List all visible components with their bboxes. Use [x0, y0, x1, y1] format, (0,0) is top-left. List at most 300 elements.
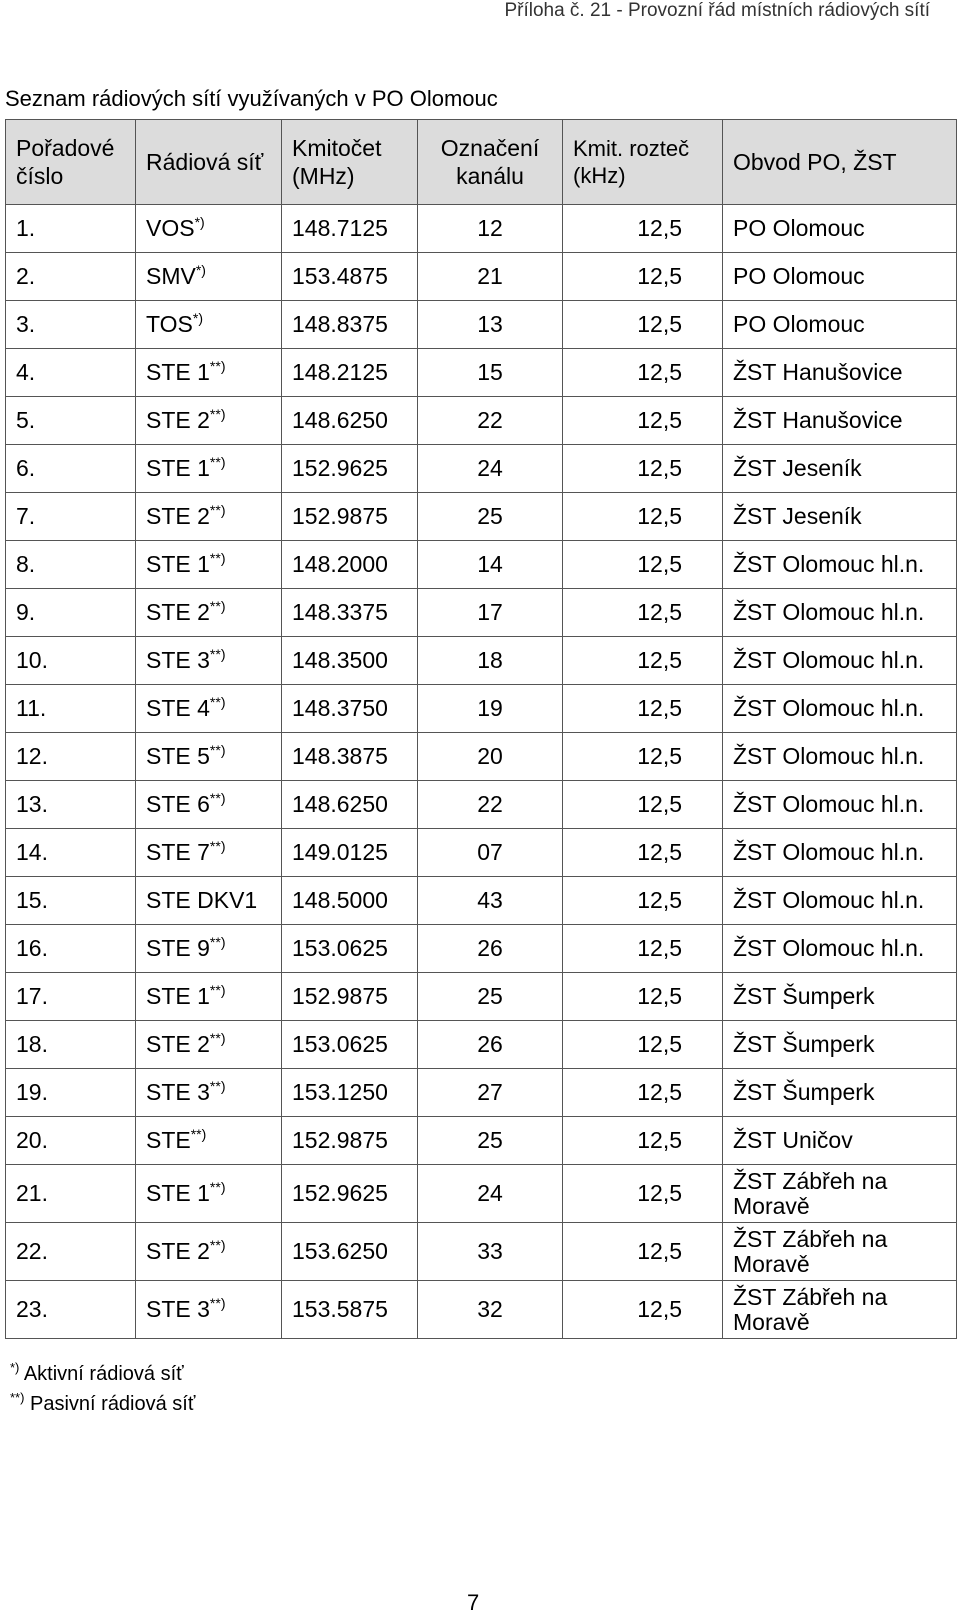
table-header-row: [6, 120, 957, 205]
document-title: Seznam rádiových sítí využívaných v PO Olomouc: [5, 86, 498, 111]
table-row: [6, 781, 957, 829]
cell-number-text: 3.: [16, 311, 36, 337]
cell-channel: [418, 589, 563, 637]
cell-frequency-text: 153.4875: [292, 263, 388, 289]
cell-number-text: 15.: [16, 887, 48, 913]
cell-channel-text: 20: [477, 743, 503, 769]
cell-number-text: 16.: [16, 935, 48, 961]
cell-area-text: ŽST Olomouc hl.n.: [733, 551, 925, 577]
cell-frequency-text: 148.3375: [292, 599, 388, 625]
cell-spacing: [563, 1281, 723, 1339]
cell-channel: [418, 205, 563, 253]
cell-network-text: STE DKV1: [146, 887, 258, 913]
cell-area-text: ŽST Uničov: [733, 1127, 853, 1153]
cell-number-text: 21.: [16, 1180, 48, 1206]
cell-number: [6, 301, 136, 349]
cell-spacing-text: 12,5: [637, 311, 682, 337]
cell-area-text: ŽST Olomouc hl.n.: [733, 743, 925, 769]
footnote-mark: **): [209, 742, 226, 758]
cell-area: [723, 733, 957, 781]
cell-frequency-text: 152.9875: [292, 983, 388, 1009]
cell-spacing: [563, 877, 723, 925]
cell-frequency-text: 148.5000: [292, 887, 388, 913]
cell-network: [136, 733, 282, 781]
cell-area-text: ŽST Hanušovice: [733, 407, 903, 433]
cell-area-text: ŽST Šumperk: [733, 983, 875, 1009]
cell-number-text: 13.: [16, 791, 48, 817]
cell-area-text: ŽST Olomouc hl.n.: [733, 647, 925, 673]
cell-area: [723, 1117, 957, 1165]
footnote-mark: **): [209, 982, 226, 998]
cell-network: [136, 1165, 282, 1223]
cell-number-text: 11.: [16, 695, 47, 721]
cell-channel: [418, 1223, 563, 1281]
footnote-mark: **): [209, 502, 226, 518]
cell-frequency: [282, 829, 418, 877]
cell-frequency-text: 148.6250: [292, 407, 388, 433]
cell-frequency: [282, 301, 418, 349]
cell-channel: [418, 1021, 563, 1069]
table-row: [6, 205, 957, 253]
table-row: [6, 349, 957, 397]
cell-spacing-text: 12,5: [637, 215, 682, 241]
radio-network-table: [5, 119, 957, 1339]
cell-network: [136, 205, 282, 253]
cell-spacing-text: 12,5: [637, 1127, 682, 1153]
cell-frequency: [282, 1021, 418, 1069]
table-row: [6, 301, 957, 349]
cell-area: [723, 1165, 957, 1223]
cell-number: [6, 685, 136, 733]
cell-channel-text: 13: [477, 311, 503, 337]
footnote-mark: **): [209, 1030, 226, 1046]
cell-spacing: [563, 685, 723, 733]
cell-spacing-text: 12,5: [637, 743, 682, 769]
table-row: [6, 589, 957, 637]
cell-frequency: [282, 493, 418, 541]
col-header-network: Rádiová síť: [136, 120, 282, 205]
cell-spacing: [563, 301, 723, 349]
cell-network: [136, 781, 282, 829]
footnotes: [10, 1359, 195, 1419]
footnote-mark: **): [209, 934, 226, 950]
cell-area-text: ŽST Olomouc hl.n.: [733, 887, 925, 913]
cell-frequency: [282, 349, 418, 397]
table-row: [6, 973, 957, 1021]
cell-frequency-text: 148.3750: [292, 695, 388, 721]
cell-area: [723, 1069, 957, 1117]
cell-spacing-text: 12,5: [637, 407, 682, 433]
cell-channel: [418, 877, 563, 925]
cell-frequency-text: 152.9875: [292, 1127, 388, 1153]
cell-frequency-text: 148.3500: [292, 647, 388, 673]
footnote-mark: **): [209, 1295, 226, 1311]
cell-area: [723, 973, 957, 1021]
cell-spacing-text: 12,5: [637, 1031, 682, 1057]
cell-network: [136, 1223, 282, 1281]
cell-spacing-text: 12,5: [637, 935, 682, 961]
cell-frequency-text: 153.0625: [292, 1031, 388, 1057]
footnote-mark: **): [209, 454, 226, 470]
cell-number: [6, 1069, 136, 1117]
cell-network: [136, 397, 282, 445]
cell-spacing: [563, 1223, 723, 1281]
cell-number: [6, 397, 136, 445]
cell-spacing-text: 12,5: [637, 647, 682, 673]
cell-network-text: STE 4: [146, 695, 210, 721]
cell-spacing: [563, 445, 723, 493]
footnote-mark: **): [209, 598, 226, 614]
table-row: [6, 1281, 957, 1339]
cell-area: [723, 1223, 957, 1281]
cell-number-text: 5.: [16, 407, 36, 433]
cell-network: [136, 1281, 282, 1339]
footnote-active: [10, 1359, 195, 1389]
col-header-number: Pořadové číslo: [6, 120, 136, 205]
cell-number: [6, 1165, 136, 1223]
footnote-mark: **): [209, 406, 226, 422]
cell-number: [6, 493, 136, 541]
cell-number-text: 18.: [16, 1031, 48, 1057]
cell-frequency: [282, 1223, 418, 1281]
cell-frequency-text: 153.6250: [292, 1238, 388, 1264]
cell-channel-text: 33: [477, 1238, 503, 1264]
cell-channel-text: 22: [477, 791, 503, 817]
cell-channel-text: 25: [477, 983, 503, 1009]
cell-frequency-text: 148.2125: [292, 359, 388, 385]
cell-frequency-text: 153.1250: [292, 1079, 388, 1105]
cell-area: [723, 685, 957, 733]
cell-channel: [418, 1281, 563, 1339]
cell-frequency: [282, 541, 418, 589]
footnote-mark: **): [209, 1179, 226, 1195]
cell-area: [723, 541, 957, 589]
page-number: 7: [467, 1590, 480, 1615]
cell-frequency: [282, 1281, 418, 1339]
cell-spacing-text: 12,5: [637, 1079, 682, 1105]
cell-number: [6, 1021, 136, 1069]
cell-channel: [418, 301, 563, 349]
cell-network: [136, 829, 282, 877]
col-header-area: Obvod PO, ŽST: [723, 120, 957, 205]
cell-spacing-text: 12,5: [637, 599, 682, 625]
cell-network: [136, 349, 282, 397]
cell-network: [136, 877, 282, 925]
cell-number: [6, 781, 136, 829]
cell-number-text: 2.: [16, 263, 36, 289]
page-header: Příloha č. 21 - Provozní řád místních rádiových sítí: [504, 0, 930, 21]
table-row: [6, 253, 957, 301]
footnote-mark: *): [194, 214, 205, 230]
cell-spacing: [563, 589, 723, 637]
cell-spacing-text: 12,5: [637, 263, 682, 289]
footnote-mark: **): [209, 646, 226, 662]
cell-area-text: ŽST Hanušovice: [733, 359, 903, 385]
col-header-spacing: Kmit. rozteč (kHz): [563, 120, 723, 205]
cell-frequency-text: 148.3875: [292, 743, 388, 769]
cell-spacing-text: 12,5: [637, 359, 682, 385]
col-header-frequency: Kmitočet (MHz): [282, 120, 418, 205]
cell-area-text: ŽST Jeseník: [733, 503, 862, 529]
cell-area: [723, 397, 957, 445]
cell-network: [136, 541, 282, 589]
cell-spacing: [563, 541, 723, 589]
cell-network-text: VOS: [146, 215, 195, 241]
cell-number-text: 23.: [16, 1296, 48, 1322]
cell-channel: [418, 637, 563, 685]
cell-frequency: [282, 925, 418, 973]
cell-channel-text: 19: [477, 695, 503, 721]
table-row: [6, 1021, 957, 1069]
cell-number-text: 4.: [16, 359, 36, 385]
table-row: [6, 685, 957, 733]
cell-network: [136, 445, 282, 493]
cell-frequency: [282, 781, 418, 829]
table-body: [6, 205, 957, 1339]
cell-spacing-text: 12,5: [637, 1180, 682, 1206]
footnote-mark: **): [209, 358, 226, 374]
cell-area-text: ŽST Šumperk: [733, 1079, 875, 1105]
footnote-mark: **): [10, 1390, 25, 1405]
cell-channel-text: 26: [477, 935, 503, 961]
cell-channel: [418, 829, 563, 877]
cell-spacing-text: 12,5: [637, 503, 682, 529]
cell-area-text: PO Olomouc: [733, 311, 865, 337]
cell-frequency-text: 148.6250: [292, 791, 388, 817]
cell-network-text: STE 2: [146, 599, 210, 625]
cell-number-text: 14.: [16, 839, 48, 865]
cell-frequency: [282, 445, 418, 493]
cell-network: [136, 925, 282, 973]
cell-network-text: STE 3: [146, 1079, 210, 1105]
cell-number-text: 10.: [16, 647, 48, 673]
cell-frequency-text: 152.9875: [292, 503, 388, 529]
cell-channel-text: 25: [477, 1127, 503, 1153]
cell-channel: [418, 973, 563, 1021]
cell-area-text: PO Olomouc: [733, 215, 865, 241]
cell-network-text: STE 3: [146, 647, 210, 673]
cell-network: [136, 637, 282, 685]
cell-number: [6, 877, 136, 925]
cell-channel: [418, 733, 563, 781]
cell-frequency: [282, 1165, 418, 1223]
cell-network-text: STE 7: [146, 839, 210, 865]
footnote-mark: *): [195, 262, 206, 278]
cell-area-text: ŽST Olomouc hl.n.: [733, 695, 925, 721]
cell-number-text: 20.: [16, 1127, 48, 1153]
cell-network-text: STE 3: [146, 1296, 210, 1322]
cell-area: [723, 925, 957, 973]
cell-area: [723, 829, 957, 877]
cell-frequency: [282, 589, 418, 637]
table-row: [6, 733, 957, 781]
cell-frequency: [282, 685, 418, 733]
footnote-mark: *): [10, 1360, 20, 1375]
cell-spacing-text: 12,5: [637, 887, 682, 913]
cell-number: [6, 205, 136, 253]
footnote-mark: *): [192, 310, 203, 326]
cell-number: [6, 733, 136, 781]
cell-area-text: ŽST Olomouc hl.n.: [733, 599, 925, 625]
cell-area-text: ŽST Olomouc hl.n.: [733, 791, 925, 817]
cell-spacing: [563, 1117, 723, 1165]
cell-network-text: SMV: [146, 263, 196, 289]
cell-area: [723, 589, 957, 637]
cell-channel: [418, 925, 563, 973]
cell-channel-text: 25: [477, 503, 503, 529]
cell-spacing-text: 12,5: [637, 1238, 682, 1264]
cell-spacing-text: 12,5: [637, 695, 682, 721]
cell-frequency-text: 153.5875: [292, 1296, 388, 1322]
cell-number-text: 7.: [16, 503, 36, 529]
footnote-mark: **): [209, 1237, 226, 1253]
cell-channel: [418, 1117, 563, 1165]
cell-area: [723, 349, 957, 397]
table-row: [6, 829, 957, 877]
cell-area: [723, 301, 957, 349]
cell-network: [136, 1117, 282, 1165]
cell-number: [6, 925, 136, 973]
cell-area: [723, 205, 957, 253]
footnote-mark: **): [209, 694, 226, 710]
cell-channel-text: 43: [477, 887, 503, 913]
cell-channel: [418, 781, 563, 829]
cell-area-text: ŽST Zábřeh na Moravě: [733, 1283, 888, 1335]
cell-frequency: [282, 1117, 418, 1165]
cell-spacing: [563, 493, 723, 541]
cell-area: [723, 1021, 957, 1069]
table-row: [6, 493, 957, 541]
cell-number: [6, 1223, 136, 1281]
footnote-mark: **): [190, 1126, 207, 1142]
cell-network-text: STE 2: [146, 503, 210, 529]
table-row: [6, 541, 957, 589]
cell-network-text: STE 9: [146, 935, 210, 961]
cell-network: [136, 1069, 282, 1117]
cell-network-text: STE 2: [146, 1031, 210, 1057]
cell-spacing: [563, 205, 723, 253]
cell-area-text: ŽST Jeseník: [733, 455, 862, 481]
cell-channel-text: 26: [477, 1031, 503, 1057]
cell-frequency: [282, 253, 418, 301]
col-header-channel: Označení kanálu: [418, 120, 563, 205]
cell-area: [723, 445, 957, 493]
cell-area: [723, 493, 957, 541]
table-row: [6, 925, 957, 973]
cell-area-text: ŽST Šumperk: [733, 1031, 875, 1057]
cell-channel-text: 17: [477, 599, 503, 625]
cell-channel-text: 22: [477, 407, 503, 433]
table-row: [6, 397, 957, 445]
cell-area-text: PO Olomouc: [733, 263, 865, 289]
cell-channel: [418, 685, 563, 733]
cell-frequency-text: 148.7125: [292, 215, 388, 241]
cell-area-text: ŽST Olomouc hl.n.: [733, 839, 925, 865]
cell-network-text: STE 6: [146, 791, 210, 817]
cell-channel-text: 24: [477, 1180, 503, 1206]
footnote-mark: **): [209, 1078, 226, 1094]
cell-spacing: [563, 1165, 723, 1223]
cell-area: [723, 877, 957, 925]
cell-network: [136, 493, 282, 541]
cell-number: [6, 349, 136, 397]
cell-spacing: [563, 1069, 723, 1117]
cell-channel-text: 12: [477, 215, 503, 241]
cell-network-text: STE 1: [146, 359, 210, 385]
cell-network: [136, 253, 282, 301]
cell-network-text: STE 2: [146, 1238, 210, 1264]
cell-channel-text: 14: [477, 551, 503, 577]
cell-spacing: [563, 925, 723, 973]
cell-number-text: 8.: [16, 551, 36, 577]
cell-spacing-text: 12,5: [637, 551, 682, 577]
cell-frequency-text: 148.2000: [292, 551, 388, 577]
cell-network-text: STE 1: [146, 455, 210, 481]
cell-network-text: STE 1: [146, 983, 210, 1009]
cell-spacing: [563, 637, 723, 685]
cell-number-text: 6.: [16, 455, 36, 481]
cell-frequency-text: 152.9625: [292, 455, 388, 481]
cell-network-text: TOS: [146, 311, 193, 337]
cell-spacing: [563, 349, 723, 397]
cell-channel: [418, 397, 563, 445]
cell-spacing: [563, 829, 723, 877]
table-row: [6, 1223, 957, 1281]
cell-number: [6, 445, 136, 493]
cell-spacing: [563, 253, 723, 301]
footnote-mark: **): [209, 838, 226, 854]
table-row: [6, 877, 957, 925]
cell-channel: [418, 1165, 563, 1223]
cell-number: [6, 637, 136, 685]
cell-number-text: 9.: [16, 599, 36, 625]
cell-spacing-text: 12,5: [637, 1296, 682, 1322]
cell-spacing: [563, 733, 723, 781]
cell-spacing: [563, 397, 723, 445]
footnote-text: Pasivní rádiová síť: [24, 1393, 196, 1415]
cell-channel: [418, 349, 563, 397]
cell-network: [136, 685, 282, 733]
cell-network: [136, 589, 282, 637]
cell-channel-text: 21: [477, 263, 503, 289]
cell-spacing-text: 12,5: [637, 455, 682, 481]
cell-spacing: [563, 973, 723, 1021]
cell-frequency: [282, 1069, 418, 1117]
cell-network: [136, 973, 282, 1021]
cell-number: [6, 829, 136, 877]
table-row: [6, 445, 957, 493]
cell-spacing: [563, 1021, 723, 1069]
cell-area: [723, 637, 957, 685]
cell-network-text: STE 1: [146, 1180, 210, 1206]
cell-number: [6, 1117, 136, 1165]
cell-area: [723, 1281, 957, 1339]
table-row: [6, 637, 957, 685]
footnote-text: Aktivní rádiová síť: [19, 1363, 184, 1385]
cell-frequency-text: 148.8375: [292, 311, 388, 337]
cell-frequency: [282, 877, 418, 925]
cell-number: [6, 1281, 136, 1339]
cell-frequency: [282, 733, 418, 781]
cell-area: [723, 253, 957, 301]
cell-number-text: 22.: [16, 1238, 48, 1264]
footnote-mark: **): [209, 790, 226, 806]
cell-spacing-text: 12,5: [637, 839, 682, 865]
cell-number: [6, 253, 136, 301]
cell-channel: [418, 541, 563, 589]
cell-channel: [418, 1069, 563, 1117]
cell-area: [723, 781, 957, 829]
